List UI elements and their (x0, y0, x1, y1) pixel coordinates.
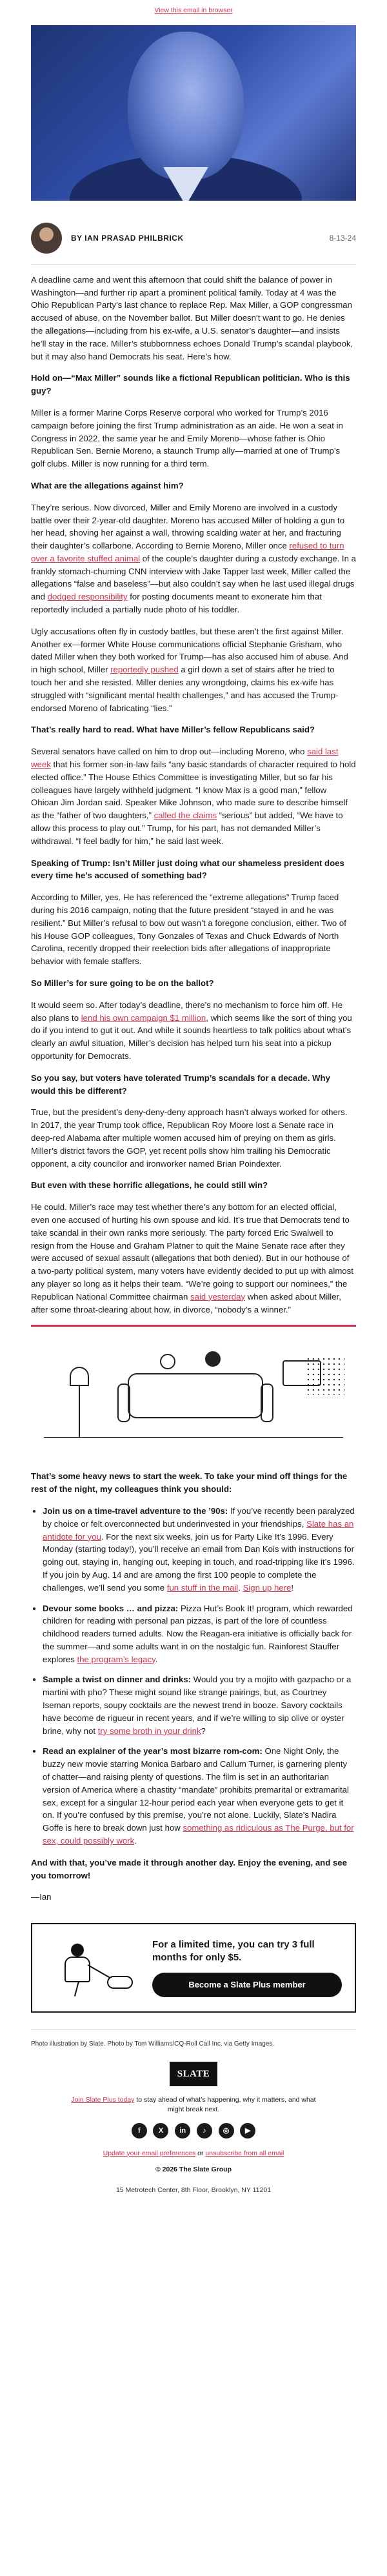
address: 15 Metrotech Center, 8th Floor, Brooklyn, NY 11201 (115, 2186, 272, 2195)
reportedly-pushed-link[interactable]: reportedly pushed (110, 665, 179, 675)
slate-logo[interactable]: SLATE (170, 2062, 218, 2087)
sign-up-link[interactable]: Sign up here (243, 1582, 292, 1593)
unsubscribe-link[interactable]: unsubscribe from all email (205, 2149, 284, 2157)
dodged-responsibility-link[interactable]: dodged responsibility (47, 592, 128, 602)
promo-title: For a limited time, you can try 3 full months for only $5. (152, 1939, 315, 1963)
recs-list (43, 1505, 356, 1847)
legal-footer (0, 2149, 387, 2211)
hero-portrait (128, 32, 244, 180)
answer-2: They’re serious. Now divorced, Miller and Emily Moreno are involved in a custody battle over their 2-year-old daughter. Moreno has accused Miller of holding a gun to her head, shoving her against a wall, throwing scalding water at her, and fracturing their daughter’s collarbone. According to Bernie Moreno, Miller once refused to turn over a favorite stuffed animal of the couple’s daughter during a custody exchange. In a frankly stomach-churning CNN interview with Jake Tapper last week, Miller called the allegations “false and baseless”—but also couldn’t say when he last used illegal drugs and dodged responsibility for posting documents meant to exonerate him that reportedly included a partially nude photo of his toddler. (31, 502, 356, 615)
topbar (0, 0, 387, 25)
email-prefs-line: Update your email preferences or unsubscribe from all email (103, 2149, 284, 2157)
signoff: —Ian (31, 1892, 52, 1902)
rec-item-1: • Join us on a time-travel adventure to the ’90s: If you’ve recently been paralyzed by choice or felt overconnected but underinvested in your friendships, Slate has an antidote for you. For the next six weeks, join us for Party Like It’s 1996. Every Monday (starting today!), you’ll receive an email from Dan Kois with instructions for going out, staying in, hanging out, keeping in touch, and road-tripping like it’s 1996. If you join by Aug. 14 and are among the first 100 people to complete the challenges, we’ll send you some fun stuff in the mail. Sign up here! (43, 1505, 356, 1595)
section-divider (31, 1325, 356, 1327)
question-5: So Miller’s for sure going to be on the ballot? (31, 978, 214, 988)
rec-item-2: • Devour some books … and pizza: Pizza Hut’s Book It! program, which rewarded children for reading with personal pan pizzas, is part of the lore of countless childhood readers turned adults. Now the Reagan-era initiative is officially back for the summer—and some adults want in on the nostalgic fun. Rainforest Stauffer explores the program’s legacy. (43, 1602, 356, 1666)
walker-leg (74, 1982, 79, 1997)
question-4: Speaking of Trump: Isn’t Miller just doing what our shameless president does every time he’s accused of something bad? (31, 858, 344, 881)
lamp-shade (70, 1367, 89, 1386)
tiktok-icon[interactable]: ♪ (197, 2123, 212, 2138)
campaign-loan-link[interactable]: lend his own campaign $1 million (81, 1012, 206, 1023)
join-text: Join Slate Plus today to stay ahead of what’s happening, why it matters, and what might break next. (71, 2096, 316, 2114)
lamp-stand (79, 1386, 80, 1438)
dog-shape (107, 1976, 133, 1989)
purge-explainer-link[interactable]: something as ridiculous as The Purge, but for sex, could possibly work (43, 1823, 354, 1846)
linkedin-icon[interactable]: in (175, 2123, 190, 2138)
person-head-1 (160, 1354, 175, 1369)
question-1: Hold on—“Max Miller” sounds like a fictional Republican politician. Who is this guy? (31, 373, 350, 396)
question-3: That’s really hard to read. What have Miller’s fellow Republicans said? (31, 725, 315, 735)
dot-pattern (306, 1356, 344, 1395)
couch-shape (128, 1373, 263, 1418)
facebook-icon[interactable]: f (132, 2123, 147, 2138)
photo-credit: Photo illustration by Slate. Photo by Tom Williams/CQ-Roll Call Inc. via Getty Images. (31, 2029, 356, 2049)
said-yesterday-link[interactable]: said yesterday (190, 1291, 246, 1302)
join-slate-plus-link[interactable]: Join Slate Plus today (71, 2096, 135, 2104)
become-member-button[interactable]: Become a Slate Plus member (152, 1973, 342, 1997)
walker-head (71, 1944, 84, 1957)
called-the-claims-link[interactable]: called the claims (154, 810, 217, 821)
floor-line (44, 1437, 343, 1438)
leash-line (88, 1965, 111, 1979)
answer-2b: Ugly accusations often fly in custody battles, but these aren’t the first against Miller. Another ex—former White House communications official Stephanie Grisham, who dated Miller when they both worked for Trump—has also accused him of abuse. And in high school, Miller reportedly pushed a girl down a set of stairs after he tried to touch her and she resisted. Miller denies any wrongdoing, claims his ex-wife has struggled with “significant mental health challenges,” and has accused the Trump-endorsed Moreno of fabricating “lies.” (31, 626, 348, 713)
recommendations (31, 1458, 356, 1904)
promo-copy (152, 1938, 342, 1997)
answer-5: It would seem so. After today’s deadline, there’s no mechanism to force him off. He also plans to lend his own campaign $1 million, which seems like the sort of thing you do if you intend to gut it out. And while it sounds heartless to talk politics about what’s clearly an awful situation, Miller’s decision has helped turn his seat into a pickup opportunity for Democrats. (31, 1000, 352, 1061)
broth-drink-link[interactable]: try some broth in your drink (97, 1726, 201, 1736)
person-head-2 (205, 1351, 221, 1367)
promo-illustration (45, 1938, 142, 1997)
update-preferences-link[interactable]: Update your email preferences (103, 2149, 196, 2157)
said-last-week-link[interactable]: said last week (31, 747, 339, 770)
couch-illustration (31, 1341, 356, 1449)
slate-plus-promo (31, 1923, 356, 2013)
author-name: BY IAN PRASAD PHILBRICK (71, 233, 184, 243)
answer-3: Several senators have called on him to drop out—including Moreno, who said last week that his former son-in-law fails “any basic standards of character required to hold elected office.” The House Ethics Committee is investigating Miller, but so far his colleagues have largely withheld judgment. “I know Max is a good man,” fellow Ohioan Jim Jordan said. Speaker Mike Johnson, who made sure to describe himself as the “father of two daughters,” called the claims “serious” but added, “We have to allow this process to play out.” Trump, for his part, has not demanded Miller’s withdrawal. “I feel badly for him,” he said last week. (31, 747, 356, 846)
question-7: But even with these horrific allegations, he could still win? (31, 1180, 268, 1191)
recs-intro: That’s some heavy news to start the week. To take your mind off things for the rest of the night, my colleagues think you should: (31, 1471, 348, 1494)
slate-antidote-link[interactable]: Slate has an antidote for you (43, 1518, 354, 1542)
program-legacy-link[interactable]: the program’s legacy (77, 1654, 155, 1664)
answer-6: True, but the president’s deny-deny-deny approach hasn’t always worked for others. In 2017, the year Trump took office, Republican Roy Moore lost a Senate race in deep-red Alabama after multiple women accused him of preying on them as girls. Miller’s district favors the GOP, yet recent polls show him trailing his Democratic opponent, a city councilor and ironworker named Brian Poindexter. (31, 1107, 348, 1169)
rec-item-4: • Read an explainer of the year’s most bizarre rom-com: One Night Only, the buzzy new movie starring Monica Barbaro and Callum Turner, is garnering plenty of chatter—and raising plenty of questions. The film is set in an authoritarian version of America where a chastity “mandate” prohibits premarital or extramarital sex, except for a singular 12-hour period each year when everyone gets to get it on. If you’re confused by this premise, you’re not alone. Luckily, Slate’s Nadira Goffe is here to break down just how something as ridiculous as The Purge, but for sex, could possibly work. (43, 1745, 356, 1847)
fun-stuff-link[interactable]: fun stuff in the mail (166, 1582, 239, 1593)
article-body (31, 265, 356, 1316)
footer-logo-wrap (0, 2062, 387, 2087)
byline (31, 223, 356, 265)
instagram-icon[interactable]: ◎ (219, 2123, 234, 2138)
walker-body (64, 1957, 90, 1982)
rec-item-3: • Sample a twist on dinner and drinks: Would you try a mojito with gazpacho or a martini with pho? These might sound like strange pairings, but, as Courtney Iseman reports, soupy cocktails are the newest trend in booze. Savory cocktails have become de rigueur in recent years, and if we’re willing to sip olive or oyster brine, why not try some broth in your drink? (43, 1673, 356, 1737)
author-avatar (31, 223, 62, 254)
answer-4: According to Miller, yes. He has referenced the “extreme allegations” Trump faced during his 2016 campaign, noting that the future president “stayed in and he was resilient.” But Miller’s refusal to bow out wasn’t a foregone conclusion, either. Two of his House GOP colleagues, Tony Gonzales of Texas and Chuck Edwards of North Carolina, recently dropped their reelection bids after allegations of inappropriate behavior with female staffers. (31, 892, 346, 967)
closing-line: And with that, you’ve made it through another day. Enjoy the evening, and see you tomorrow! (31, 1857, 347, 1880)
view-in-browser-link[interactable]: View this email in browser (154, 6, 233, 14)
youtube-icon[interactable]: ▶ (240, 2123, 255, 2138)
copyright: © 2026 The Slate Group (155, 2166, 232, 2174)
x-icon[interactable]: X (153, 2123, 168, 2138)
answer-1: Miller is a former Marine Corps Reserve corporal who worked for Trump’s 2016 campaign before joining the first Trump administration as an aide. He won a seat in Congress in 2022, the same year he and Emily Moreno—whose father is Ohio Republican Sen. Bernie Moreno, a staunch Trump ally—married at one of Trump’s golf clubs. Miller is now running for a third term. (31, 407, 343, 469)
intro-paragraph: A deadline came and went this afternoon that could shift the balance of power in Washington—and further rip apart a prominent political family. Today at 4 was the Ohio Republican Party’s last chance to replace Rep. Max Miller, a GOP congressman accused of abuse, on the November ballot. But Miller doesn’t want to go. He denies the allegations—including from his ex-wife, a U.S. senator’s daughter—and insists he’ll stay in the race. Miller’s stubbornness echoes Donald Trump’s scandal playbook, but it may also hand Democrats his seat. Here’s how. (31, 274, 353, 361)
question-2: What are the allegations against him? (31, 480, 184, 490)
publish-date: 8-13-24 (329, 233, 356, 243)
question-6: So you say, but voters have tolerated Trump’s scandals for a decade. Why would this be different? (31, 1072, 330, 1096)
answer-7: He could. Miller’s race may test whether there’s any bottom for an elected official, even one accused of hurting his own spouse and kid. It’s true that Democrats tend to take scandal in their own ranks more seriously. The party forced Eric Swalwell to resign from the House and Graham Platner to quit the Maine Senate race after they were accused of sexual assault (allegations that both denied). But in our hothouse of a two-party political system, many voters have evidently decided to put up with almost any player so long as it helps their team. “We’re going to support our nominees,” the Republican National Committee chairman said yesterday when asked about Miller, after some throat-clearing about how, in divorce, “nobody’s a winner.” (31, 1202, 353, 1314)
social-icons (0, 2123, 387, 2138)
hero-image (31, 25, 356, 201)
stuffed-animal-link[interactable]: refused to turn over a favorite stuffed animal (31, 541, 344, 563)
